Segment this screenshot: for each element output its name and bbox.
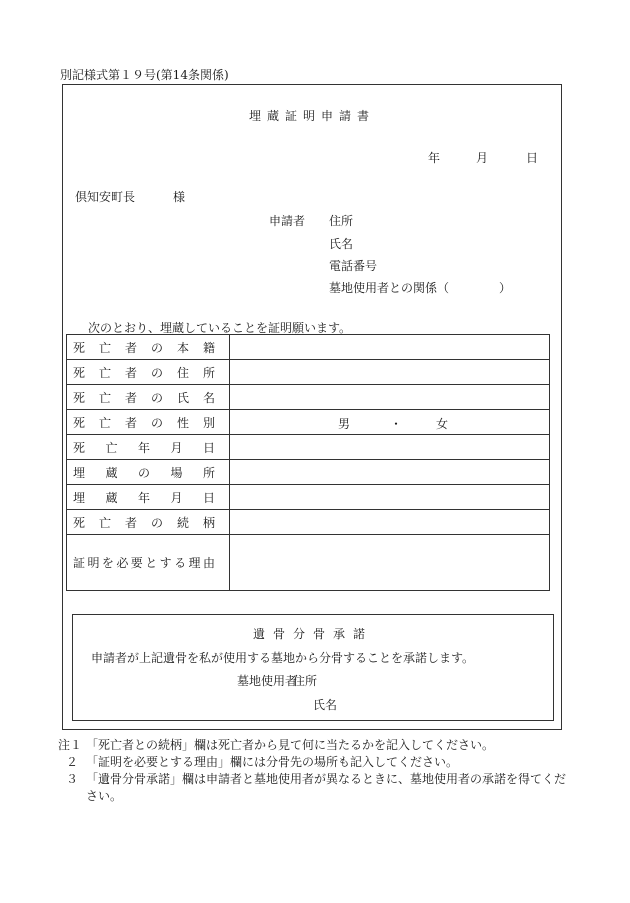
row-label-text: 埋蔵年月日 [73, 490, 215, 505]
row-label-text: 証明を必要とする理由 [73, 556, 215, 570]
grave-user-name-label: 氏名 [313, 698, 338, 712]
row-label [67, 385, 230, 410]
burial-date-field[interactable] [230, 485, 550, 510]
row-label [67, 485, 230, 510]
row-label-text: 死亡者の氏名 [73, 390, 215, 405]
grave-user-address-label: 住所 [293, 674, 318, 688]
deceased-name-field[interactable] [230, 385, 550, 410]
applicant-label: 申請者 [269, 214, 306, 228]
applicant-relation-close: ） [499, 281, 512, 295]
note-number: ２ [66, 755, 79, 769]
consent-title: 遺骨分骨承諾 [252, 627, 373, 641]
table-row [67, 360, 550, 385]
applicant-address-label: 住所 [329, 214, 354, 228]
table-row [67, 535, 550, 591]
row-label-text: 死亡者の性別 [73, 415, 215, 430]
row-label-text: 埋蔵の場所 [73, 465, 215, 480]
table-row [67, 510, 550, 535]
row-label-text: 死亡者の住所 [73, 365, 215, 380]
applicant-name-label: 氏名 [329, 237, 354, 251]
form-reference: 別記様式第１９号(第14条関係) [60, 68, 229, 82]
notes [58, 737, 568, 805]
applicant-phone-label: 電話番号 [329, 259, 378, 273]
intro-text: 次のとおり、埋蔵していることを証明願います。 [88, 321, 352, 335]
date-day-label: 日 [526, 151, 539, 165]
note-item [58, 754, 568, 771]
application-form [62, 84, 562, 730]
table-row [67, 435, 550, 460]
note-item [58, 737, 568, 754]
grave-user-label: 墓地使用者 [237, 674, 298, 688]
row-label [67, 510, 230, 535]
date-year-label: 年 [428, 151, 441, 165]
row-label [67, 535, 230, 591]
addressee-honorific: 様 [173, 190, 186, 204]
sex-male-option[interactable]: 男 [338, 417, 351, 431]
table-row [67, 335, 550, 360]
row-label-text: 死亡者の続柄 [73, 515, 215, 530]
table-row [67, 460, 550, 485]
table-row [67, 410, 550, 435]
table-row [67, 485, 550, 510]
note-number: ３ [66, 772, 79, 786]
domicile-field[interactable] [230, 335, 550, 360]
row-label [67, 460, 230, 485]
form-title: 埋蔵証明申請書 [248, 109, 375, 123]
table-row [67, 385, 550, 410]
note-text: 「証明を必要とする理由」欄には分骨先の場所も記入してください。 [86, 755, 459, 769]
addressee-name: 倶知安町長 [75, 190, 136, 204]
row-label [67, 410, 230, 435]
date-month-label: 月 [476, 151, 489, 165]
relationship-field[interactable] [230, 510, 550, 535]
burial-place-field[interactable] [230, 460, 550, 485]
note-number: 注１ [58, 738, 83, 752]
sex-separator: ・ [390, 417, 403, 431]
consent-box [72, 614, 554, 721]
reason-field[interactable] [230, 535, 550, 591]
death-date-field[interactable] [230, 435, 550, 460]
applicant-relation-label: 墓地使用者との関係（ [329, 281, 450, 295]
details-table [66, 334, 550, 591]
row-label [67, 335, 230, 360]
note-text: 「死亡者との続柄」欄は死亡者から見て何に当たるかを記入してください。 [86, 738, 495, 752]
sex-female-option[interactable]: 女 [436, 417, 449, 431]
consent-text: 申請者が上記遺骨を私が使用する墓地から分骨することを承諾します。 [91, 651, 475, 665]
note-item [58, 771, 568, 805]
row-label [67, 360, 230, 385]
deceased-address-field[interactable] [230, 360, 550, 385]
note-text: 「遺骨分骨承諾」欄は申請者と墓地使用者が異なるときに、墓地使用者の承諾を得てください。 [86, 772, 567, 803]
sex-field[interactable] [230, 410, 550, 435]
row-label [67, 435, 230, 460]
row-label-text: 死亡者の本籍 [73, 340, 215, 355]
row-label-text: 死亡年月日 [73, 440, 215, 455]
